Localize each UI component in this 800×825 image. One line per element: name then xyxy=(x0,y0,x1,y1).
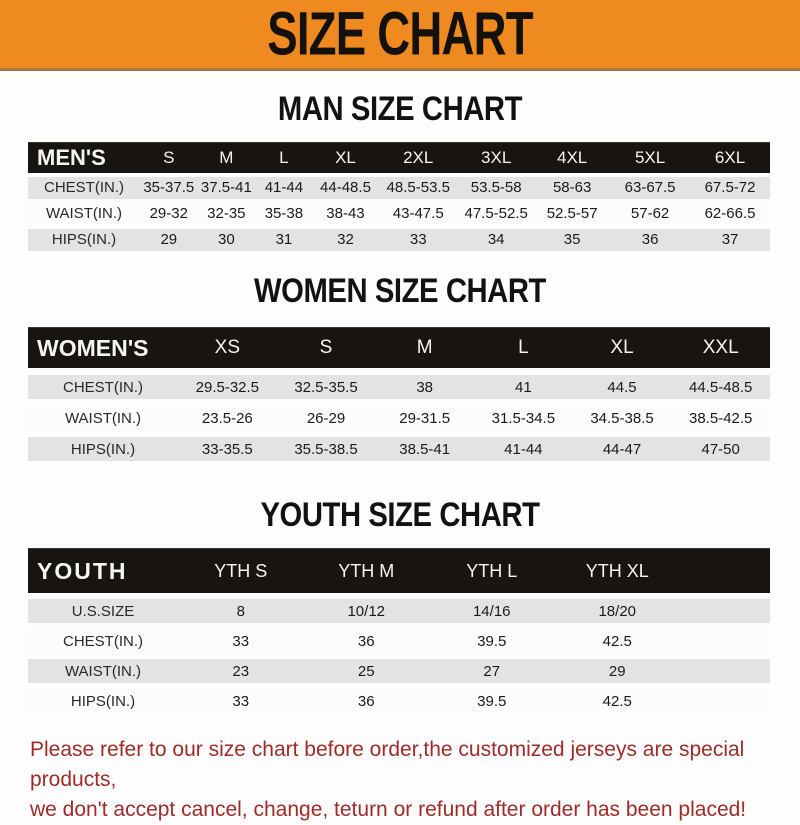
youth-row-label: CHEST(IN.) xyxy=(63,632,143,650)
youth-value-cell: 27 xyxy=(483,662,501,680)
youth-section-title: YOUTH SIZE CHART xyxy=(260,496,540,535)
men-value-cell: 31 xyxy=(275,231,293,249)
women-value-cell: 32.5-35.5 xyxy=(294,378,358,396)
men-column-header-2xl: 2XL xyxy=(403,147,434,167)
men-value-cell: 35 xyxy=(563,231,581,249)
men-value-cell: 47.5-52.5 xyxy=(464,205,528,223)
men-column-header-3xl: 3XL xyxy=(481,147,512,167)
youth-table-header-label: YOUTH xyxy=(37,557,128,584)
women-column-header-xxl: XXL xyxy=(702,337,739,359)
men-section-title: MAN SIZE CHART xyxy=(277,90,523,128)
men-value-cell: 37.5-41 xyxy=(200,179,252,197)
youth-value-cell: 18/20 xyxy=(598,602,637,620)
men-row-hips-in- xyxy=(28,229,770,251)
size-charts-container xyxy=(0,91,800,713)
women-row-hips-in- xyxy=(28,437,770,461)
men-value-cell: 62-66.5 xyxy=(704,205,756,223)
men-value-cell: 33 xyxy=(409,231,427,249)
youth-column-header-yth-l: YTH L xyxy=(466,560,518,581)
men-row-label: HIPS(IN.) xyxy=(51,231,117,249)
women-column-header-l: L xyxy=(518,337,529,359)
women-value-cell: 41-44 xyxy=(504,440,543,458)
women-column-header-xs: XS xyxy=(214,337,241,359)
women-column-header-xl: XL xyxy=(610,337,634,359)
women-table-header-label: WOMEN'S xyxy=(37,334,149,361)
men-column-header-xl: XL xyxy=(335,147,356,167)
men-value-cell: 53.5-58 xyxy=(470,179,522,197)
men-value-cell: 43-47.5 xyxy=(392,205,444,223)
women-row-chest-in- xyxy=(28,375,770,399)
men-value-cell: 38-43 xyxy=(326,205,365,223)
men-value-cell: 63-67.5 xyxy=(624,179,676,197)
men-value-cell: 37 xyxy=(721,231,739,249)
men-table-header-bar xyxy=(28,142,770,173)
men-column-header-s: S xyxy=(163,147,175,167)
women-table-header-bar xyxy=(28,327,770,368)
women-row-label: WAIST(IN.) xyxy=(64,409,142,427)
men-value-cell: 29-32 xyxy=(149,205,188,223)
youth-row-waist-in- xyxy=(28,659,770,683)
men-row-chest-in- xyxy=(28,177,770,199)
youth-value-cell: 14/16 xyxy=(472,602,511,620)
men-value-cell: 48.5-53.5 xyxy=(386,179,450,197)
youth-value-cell: 36 xyxy=(357,632,375,650)
youth-value-cell: 39.5 xyxy=(477,692,507,710)
men-value-cell: 36 xyxy=(641,231,659,249)
men-value-cell: 29 xyxy=(160,231,178,249)
youth-value-cell: 33 xyxy=(232,692,250,710)
men-column-header-4xl: 4XL xyxy=(557,147,588,167)
size-chart-banner xyxy=(0,0,800,71)
footer-disclaimer-line2: we don't accept cancel, change, teturn or refund after order has been placed! xyxy=(30,798,747,822)
women-value-cell: 38.5-42.5 xyxy=(689,409,753,427)
women-value-cell: 26-29 xyxy=(306,409,346,427)
banner-title: SIZE CHART xyxy=(267,0,533,69)
men-value-cell: 44-48.5 xyxy=(320,179,371,197)
footer-disclaimer-line1: Please refer to our size chart before order,the customized jerseys are special products, xyxy=(30,738,745,792)
youth-row-label: HIPS(IN.) xyxy=(70,692,136,710)
men-row-label: CHEST(IN.) xyxy=(44,179,124,197)
youth-value-cell: 29 xyxy=(608,662,626,680)
men-value-cell: 32-35 xyxy=(207,205,246,223)
youth-column-header-yth-s: YTH S xyxy=(214,560,268,581)
men-value-cell: 30 xyxy=(218,231,235,249)
women-column-header-s: S xyxy=(319,337,333,359)
youth-table-header-bar xyxy=(28,548,770,593)
men-value-cell: 41-44 xyxy=(264,179,304,197)
youth-row-chest-in- xyxy=(28,629,770,653)
youth-column-header-yth-m: YTH M xyxy=(338,560,395,581)
women-column-header-m: M xyxy=(416,337,433,359)
youth-value-cell: 8 xyxy=(236,602,245,620)
men-column-header-m: M xyxy=(219,147,234,167)
youth-value-cell: 33 xyxy=(232,632,250,650)
women-value-cell: 44.5 xyxy=(607,378,637,396)
women-row-waist-in- xyxy=(28,406,770,430)
women-value-cell: 38.5-41 xyxy=(399,440,451,458)
men-row-waist-in- xyxy=(28,203,770,225)
youth-value-cell: 39.5 xyxy=(477,632,507,650)
youth-value-cell: 42.5 xyxy=(602,632,632,650)
men-value-cell: 57-62 xyxy=(630,205,670,223)
youth-value-cell: 23 xyxy=(232,662,250,680)
men-column-header-5xl: 5XL xyxy=(634,147,666,167)
women-value-cell: 35.5-38.5 xyxy=(294,440,358,458)
women-value-cell: 44-47 xyxy=(602,440,642,458)
men-column-header-l: L xyxy=(279,147,289,167)
men-value-cell: 67.5-72 xyxy=(704,179,756,197)
footer-disclaimer xyxy=(30,735,775,825)
youth-column-header-yth-xl: YTH XL xyxy=(585,560,649,581)
women-value-cell: 29-31.5 xyxy=(399,409,451,427)
men-row-label: WAIST(IN.) xyxy=(45,205,123,223)
men-table-header-label: MEN'S xyxy=(37,144,106,170)
women-value-cell: 34.5-38.5 xyxy=(590,409,654,427)
youth-value-cell: 36 xyxy=(357,692,375,710)
women-value-cell: 29.5-32.5 xyxy=(195,378,260,396)
men-value-cell: 32 xyxy=(337,231,354,249)
women-value-cell: 31.5-34.5 xyxy=(491,409,556,427)
men-value-cell: 35-38 xyxy=(264,205,304,223)
women-value-cell: 44.5-48.5 xyxy=(689,378,753,396)
women-value-cell: 33-35.5 xyxy=(201,440,253,458)
youth-value-cell: 42.5 xyxy=(602,692,632,710)
men-value-cell: 58-63 xyxy=(552,179,592,197)
women-section-title: WOMEN SIZE CHART xyxy=(253,271,546,310)
men-value-cell: 35-37.5 xyxy=(143,179,195,197)
women-value-cell: 47-50 xyxy=(701,440,740,458)
youth-value-cell: 10/12 xyxy=(347,602,386,620)
women-row-label: HIPS(IN.) xyxy=(70,440,136,458)
youth-row-label: WAIST(IN.) xyxy=(64,662,142,680)
men-column-header-6xl: 6XL xyxy=(714,147,746,167)
women-value-cell: 38 xyxy=(416,378,434,396)
women-value-cell: 23.5-26 xyxy=(201,409,253,427)
youth-row-label: U.S.SIZE xyxy=(71,602,135,620)
women-row-label: CHEST(IN.) xyxy=(63,378,143,396)
women-size-table xyxy=(28,327,770,461)
youth-row-hips-in- xyxy=(28,689,770,713)
men-size-table xyxy=(28,142,770,251)
women-value-cell: 41 xyxy=(515,378,532,396)
men-value-cell: 34 xyxy=(487,231,505,249)
youth-size-table xyxy=(28,548,770,713)
youth-row-u-s-size xyxy=(28,599,770,623)
men-value-cell: 52.5-57 xyxy=(546,205,598,223)
youth-value-cell: 25 xyxy=(357,662,375,680)
